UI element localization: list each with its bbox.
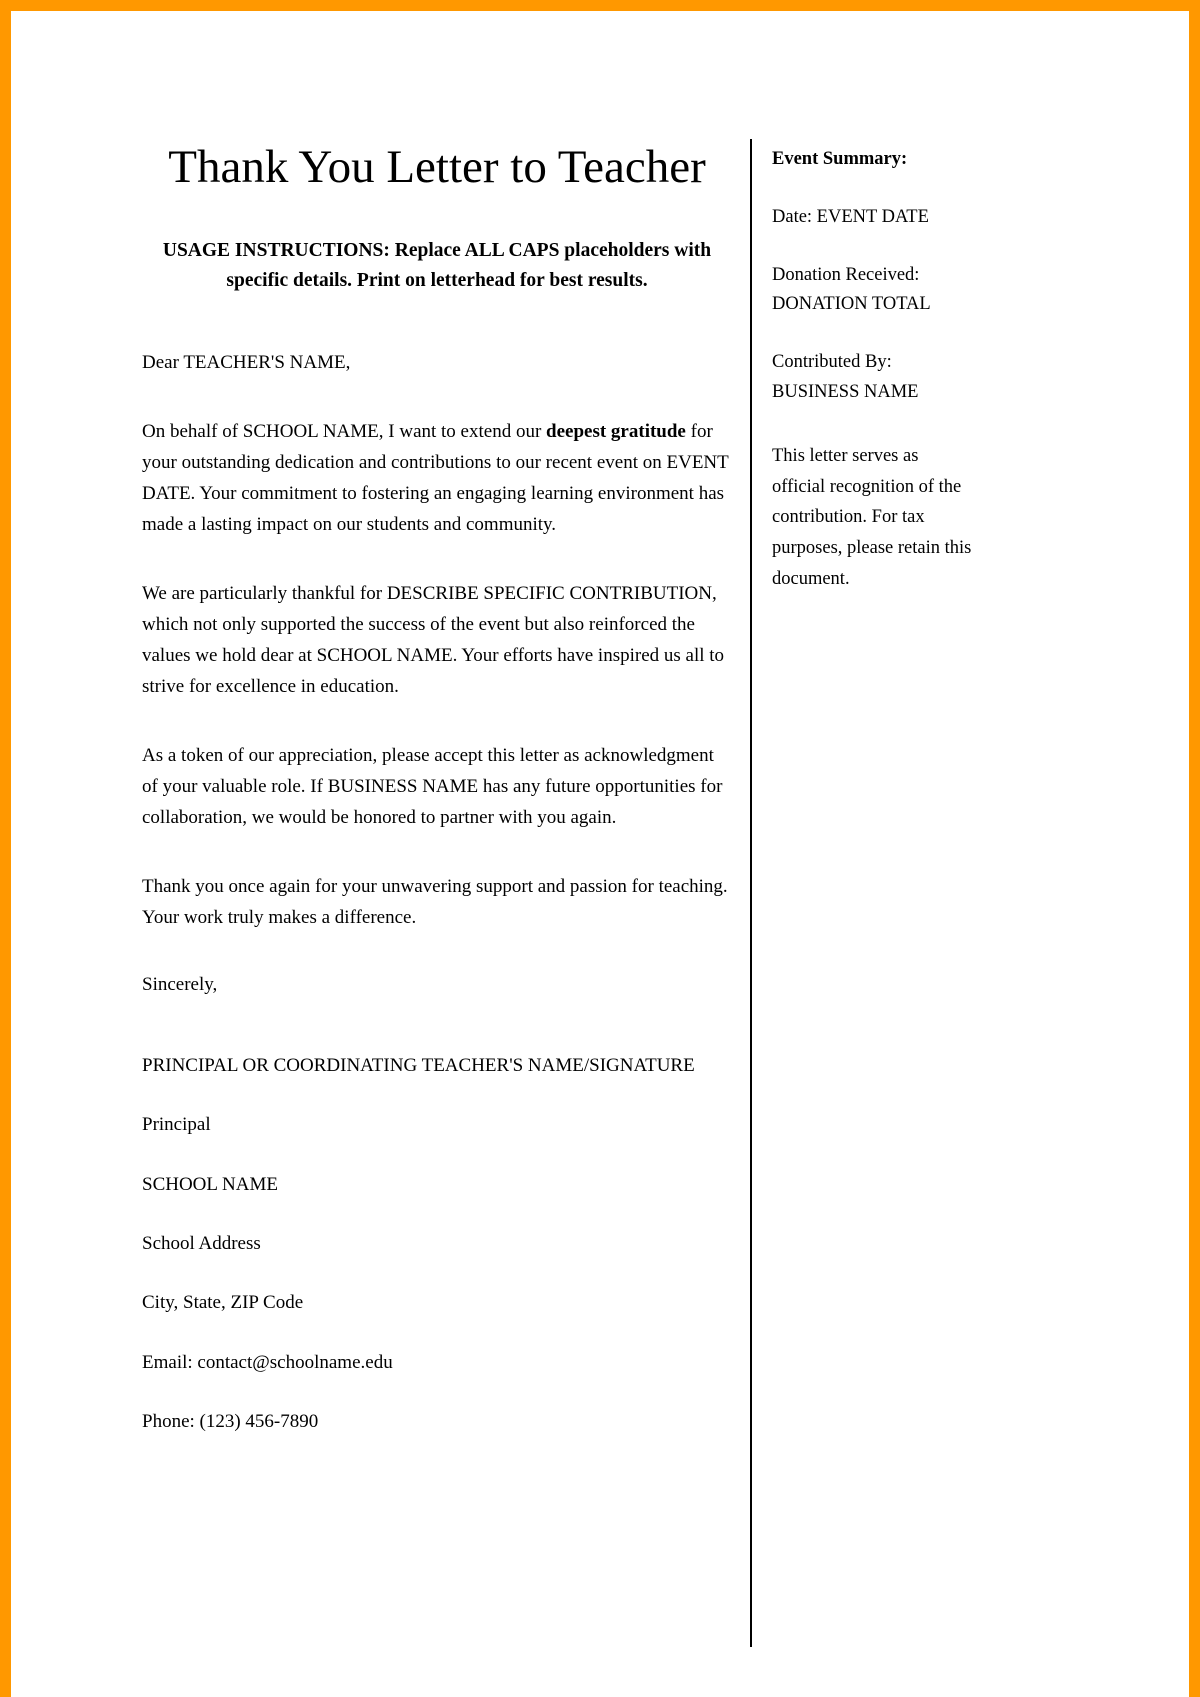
page-title: Thank You Letter to Teacher: [168, 141, 706, 193]
document-columns: [11, 11, 1189, 1697]
paragraph-1-text-after-bold: for your outstanding dedication and contributions to our recent event on EVENT DATE. Your commitment to fostering an engaging learning environment has made a lasting impact on our students and community.: [142, 421, 729, 536]
body-paragraph-2: We are particularly thankful for DESCRIBE SPECIFIC CONTRIBUTION, which not only supported the success of the event but also reinforced the values we hold dear at SCHOOL NAME. Your efforts have inspired us all to strive for excellence in education.: [142, 583, 725, 698]
signature-block: [142, 1051, 732, 1438]
salutation: Dear TEACHER'S NAME,: [142, 352, 351, 374]
signature-school-address: School Address: [142, 1232, 261, 1254]
donation-received-label: Donation Received:: [772, 264, 920, 285]
signature-name-line: PRINCIPAL OR COORDINATING TEACHER'S NAME/SIGNATURE: [142, 1054, 695, 1076]
event-summary-sidebar: [772, 146, 972, 594]
donation-received-block: [772, 261, 972, 319]
tax-recognition-note: This letter serves as official recognition of the contribution. For tax purposes, please retain this document.: [772, 445, 972, 589]
event-date-line: Date: EVENT DATE: [772, 206, 929, 227]
body-paragraph-4: Thank you once again for your unwavering support and passion for teaching. Your work truly makes a difference.: [142, 875, 728, 928]
closing-salutation: Sincerely,: [142, 973, 218, 995]
signature-title: Principal: [142, 1114, 211, 1136]
signature-city-state-zip: City, State, ZIP Code: [142, 1292, 304, 1314]
contributed-by-block: [772, 348, 972, 406]
letter-main-column: [142, 136, 732, 1438]
contributed-by-label: Contributed By:: [772, 352, 892, 373]
paragraph-1-bold-phrase: deepest gratitude: [546, 421, 686, 443]
event-summary-heading: Event Summary:: [772, 149, 908, 169]
body-paragraph-1: [142, 417, 732, 541]
body-paragraph-3: As a token of our appreciation, please accept this letter as acknowledgment of your valuable role. If BUSINESS NAME has any future opportunities for collaboration, we would be honored to partner with you again.: [142, 744, 723, 828]
usage-instructions: USAGE INSTRUCTIONS: Replace ALL CAPS placeholders with specific details. Print on letterhead for best results.: [162, 240, 712, 292]
signature-school-name: SCHOOL NAME: [142, 1173, 278, 1195]
contributed-by-value: BUSINESS NAME: [772, 381, 919, 402]
donation-received-value: DONATION TOTAL: [772, 294, 931, 315]
paragraph-1-text-before-bold: On behalf of SCHOOL NAME, I want to extend our: [142, 421, 547, 443]
signature-email: Email: contact@schoolname.edu: [142, 1351, 393, 1373]
column-divider: [750, 139, 752, 1647]
signature-phone: Phone: (123) 456-7890: [142, 1411, 319, 1433]
document-sheet: [11, 11, 1189, 1697]
